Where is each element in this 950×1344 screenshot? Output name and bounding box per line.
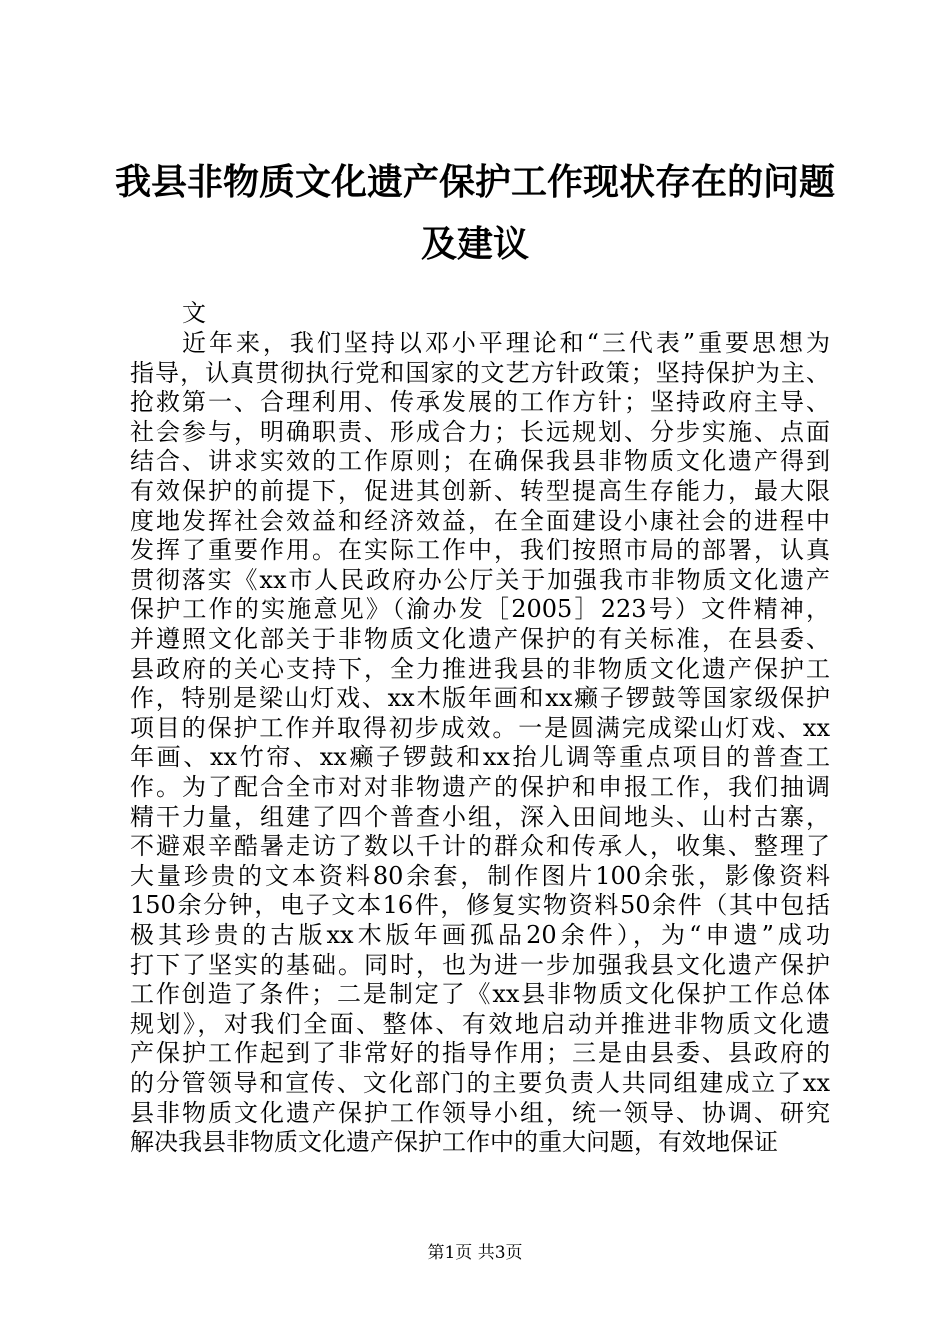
body-text-line: 保护工作的实施意见》（渝办发［2005］223号）文件精神， xyxy=(130,595,830,624)
body-text-line: 不避艰辛酷暑走访了数以千计的群众和传承人，收集、整理了 xyxy=(130,832,830,861)
body-text-line: 有效保护的前提下，促进其创新、转型提高生存能力，最大限 xyxy=(130,477,830,505)
document-title-line-2: 及建议 xyxy=(420,223,529,265)
body-text-line: 工作创造了条件；二是制定了《xx县非物质文化保护工作总体 xyxy=(130,980,830,1009)
body-text-line: 年画、xx竹帘、xx癞子锣鼓和xx抬儿调等重点项目的普查工 xyxy=(130,743,830,772)
body-text-line: 并遵照文化部关于非物质文化遗产保护的有关标准，在县委、 xyxy=(130,625,830,653)
body-text-line: 产保护工作起到了非常好的指导作用；三是由县委、县政府的 xyxy=(130,1039,830,1068)
body-text-line: 发挥了重要作用。在实际工作中，我们按照市局的部署，认真 xyxy=(130,536,830,565)
body-text-line: 指导，认真贯彻执行党和国家的文艺方针政策；坚持保护为主、 xyxy=(130,358,830,387)
body-text-line: 精干力量，组建了四个普查小组，深入田间地头、山村古寨， xyxy=(130,802,830,831)
body-text-line: 贯彻落实《xx市人民政府办公厅关于加强我市非物质文化遗产 xyxy=(130,565,830,594)
body-text-line: 作。为了配合全市对对非物遗产的保护和申报工作，我们抽调 xyxy=(130,773,830,801)
body-text-line: 打下了坚实的基础。同时，也为进一步加强我县文化遗产保护 xyxy=(130,950,830,979)
body-text-line: 150余分钟，电子文本16件，修复实物资料50余件（其中包括 xyxy=(130,891,830,920)
page-footer: 第1页 共3页 xyxy=(427,1243,523,1263)
body-text-line: 项目的保护工作并取得初步成效。一是圆满完成梁山灯戏、xx xyxy=(130,713,830,742)
body-text-line: 结合、讲求实效的工作原则；在确保我县非物质文化遗产得到 xyxy=(130,447,830,476)
body-text-line: 县政府的关心支持下，全力推进我县的非物质文化遗产保护工 xyxy=(130,654,830,683)
body-text-line: 的分管领导和宣传、文化部门的主要负责人共同组建成立了xx xyxy=(130,1069,830,1097)
body-text-line: 近年来，我们坚持以邓小平理论和“三代表”重要思想为 xyxy=(182,329,830,357)
body-text-line: 抢救第一、合理利用、传承发展的工作方针；坚持政府主导、 xyxy=(130,388,830,417)
body-text-line: 规划》，对我们全面、整体、有效地启动并推进非物质文化遗 xyxy=(130,1009,830,1038)
body-text-line: 极其珍贵的古版xx木版年画孤品20余件），为“申遗”成功 xyxy=(130,921,830,949)
body-text-line: 大量珍贵的文本资料80余套，制作图片100余张，影像资料 xyxy=(130,861,830,890)
document-title-line-1: 我县非物质文化遗产保护工作现状存在的问题 xyxy=(114,161,835,203)
body-text-line: 县非物质文化遗产保护工作领导小组，统一领导、协调、研究 xyxy=(130,1098,830,1127)
body-text-line: 解决我县非物质文化遗产保护工作中的重大问题，有效地保证 xyxy=(130,1128,778,1157)
body-text-line: 社会参与，明确职责、形成合力；长远规划、分步实施、点面 xyxy=(130,417,830,446)
body-text-line: 作，特别是梁山灯戏、xx木版年画和xx癞子锣鼓等国家级保护 xyxy=(130,684,830,713)
author-label: 文 xyxy=(182,299,206,327)
body-text-line: 度地发挥社会效益和经济效益，在全面建设小康社会的进程中 xyxy=(130,506,830,535)
